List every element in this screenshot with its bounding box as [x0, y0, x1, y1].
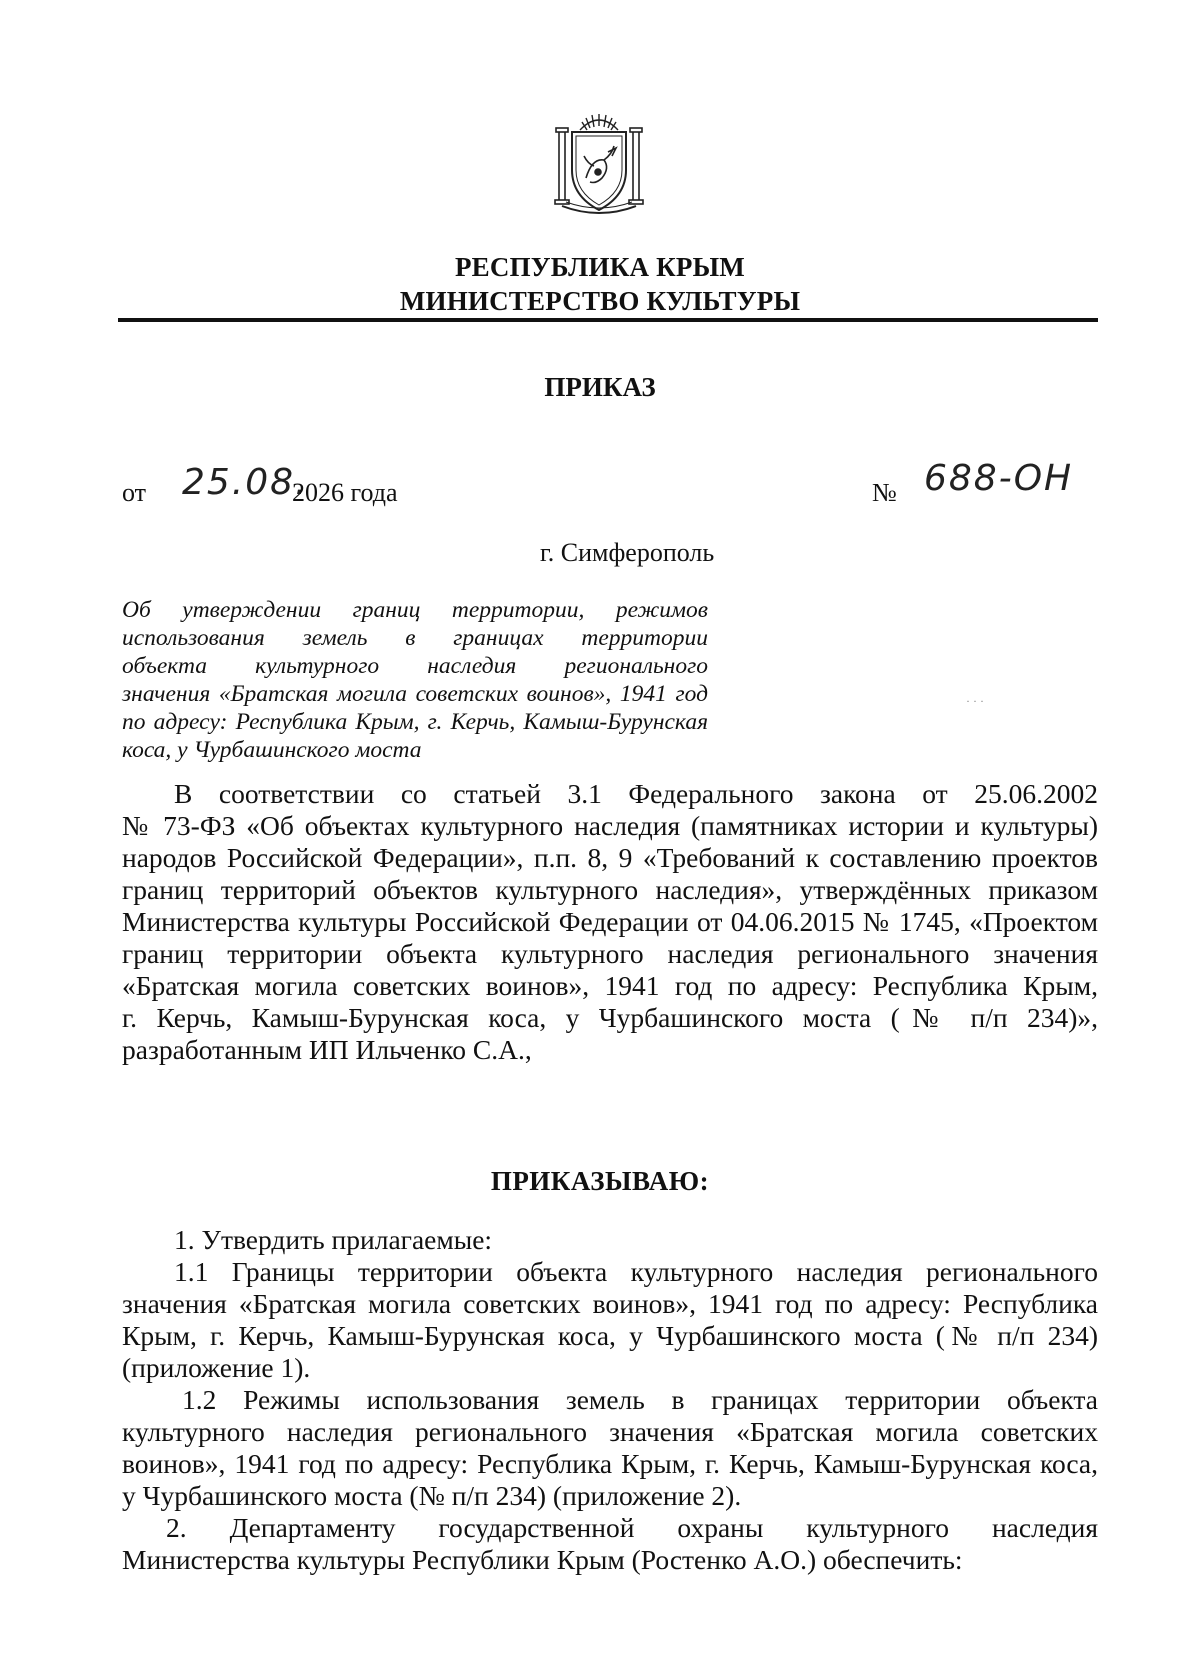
scan-speck: · · ·: [966, 694, 984, 708]
preamble-line: разработанным ИП Ильченко С.А.,: [122, 1034, 532, 1065]
subject-line: по адресу: Республика Крым, г. Керчь, Камыш-Бурунская: [122, 709, 708, 735]
preamble-line: народов Российской Федерации», п.п. 8, 9 «Требований к составлению проектов: [122, 842, 1098, 873]
item-1-1-line: значения «Братская могила советских воинов», 1941 год по адресу: Республика: [122, 1288, 1098, 1319]
item-1-2-line: 1.2 Режимы использования земель в границах территории объекта: [182, 1384, 1098, 1415]
document-type: ПРИКАЗ: [544, 372, 656, 402]
item-1-1-line: 1.1 Границы территории объекта культурного наследия регионального: [174, 1256, 1098, 1287]
number-label: №: [872, 478, 897, 507]
preamble-line: «Братская могила советских воинов», 1941 год по адресу: Республика Крым,: [122, 970, 1098, 1001]
item-1: [122, 1224, 1098, 1256]
preamble-line: г. Керчь, Камыш-Бурунская коса, у Чурбашинского моста (№ п/п 234)»,: [122, 1002, 1098, 1033]
date-year: 2026 года: [292, 478, 398, 507]
item-1-1-line: Крым, г. Керчь, Камыш-Бурунская коса, у Чурбашинского моста (№ п/п 234): [122, 1320, 1098, 1351]
item-1-2-line: у Чурбашинского моста (№ п/п 234) (приложение 2).: [122, 1480, 742, 1511]
city: г. Симферополь: [540, 538, 715, 567]
org-name-line1: РЕСПУБЛИКА КРЫМ: [454, 252, 745, 282]
item-2-line: 2. Департаменту государственной охраны культурного наследия: [166, 1512, 1098, 1543]
item-1-2-line: воинов», 1941 год по адресу: Республика Крым, г. Керчь, Камыш-Бурунская коса,: [122, 1448, 1098, 1479]
item-1-line: 1. Утвердить прилагаемые:: [174, 1224, 493, 1255]
document-subject: [122, 596, 708, 764]
subject-line: Об утверждении границ территории, режимов: [122, 597, 708, 623]
order-directive-heading: ПРИКАЗЫВАЮ:: [490, 1166, 710, 1196]
subject-line: значения «Братская могила советских воинов», 1941 год: [122, 681, 708, 707]
item-2: [122, 1512, 1098, 1576]
header-divider: [118, 318, 1098, 322]
handwritten-date: 25.08.: [182, 462, 309, 503]
item-1-1: [122, 1256, 1098, 1384]
subject-line: коса, у Чурбашинского моста: [122, 737, 422, 763]
item-2-line: Министерства культуры Республики Крым (Ростенко А.О.) обеспечить:: [122, 1544, 963, 1575]
item-1-2: [122, 1384, 1098, 1512]
subject-line: использования земель в границах территории: [122, 625, 708, 651]
org-name-line2: МИНИСТЕРСТВО КУЛЬТУРЫ: [399, 286, 801, 316]
item-1-1-line: (приложение 1).: [122, 1352, 311, 1383]
preamble-line: границ территорий объектов культурного наследия», утверждённых приказом: [122, 874, 1098, 905]
item-1-2-line: культурного наследия регионального значения «Братская могила советских: [122, 1416, 1098, 1447]
preamble-line: Министерства культуры Российской Федерации от 04.06.2015 № 1745, «Проектом: [122, 906, 1098, 937]
preamble-paragraph: [122, 778, 1098, 1066]
date-prefix: от: [122, 478, 147, 507]
preamble-line: № 73-ФЗ «Об объектах культурного наследия (памятниках истории и культуры): [122, 810, 1098, 841]
crimea-coat-of-arms-icon: [552, 108, 646, 220]
handwritten-number: 688-ОН: [924, 458, 1074, 499]
preamble-line: В соответствии со статьей 3.1 Федерального закона от 25.06.2002: [174, 778, 1098, 809]
preamble-line: границ территории объекта культурного наследия регионального значения: [122, 938, 1098, 969]
subject-line: объекта культурного наследия регионального: [122, 653, 708, 679]
